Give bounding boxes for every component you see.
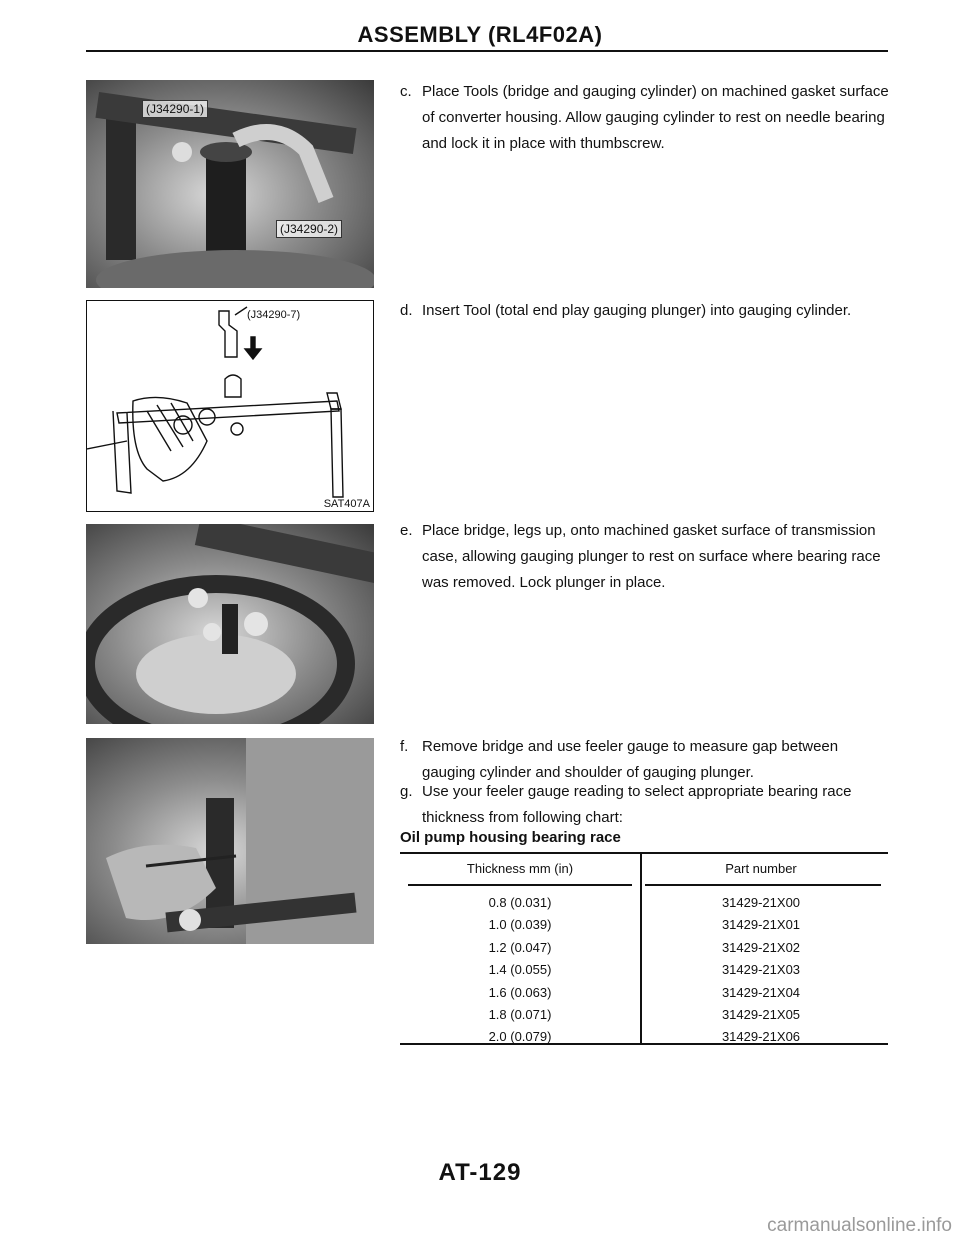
table-cell: 1.8 (0.071) [488, 1006, 552, 1022]
table-cell: 1.6 (0.063) [488, 984, 552, 1000]
table-cell: 31429-21X04 [721, 984, 801, 1000]
step-key: d. [400, 302, 413, 319]
step-key: e. [400, 522, 413, 539]
tool-label-j34290-1: (J34290-1) [142, 100, 208, 118]
step-text: Use your feeler gauge reading to select appropriate bearing race thickness from following chart: [422, 783, 852, 826]
photo-feeler-gauge [86, 738, 374, 944]
step-key: f. [400, 738, 409, 755]
table-top-rule [400, 852, 888, 854]
page-header: ASSEMBLY (RL4F02A) [357, 22, 603, 47]
step-key: c. [400, 83, 412, 100]
step-text: Insert Tool (total end play gauging plunger) into gauging cylinder. [422, 302, 852, 319]
table-header-rule-right [645, 884, 881, 886]
column-header-part-number: Part number [725, 861, 797, 876]
step-d [400, 298, 890, 324]
step-e [400, 518, 890, 596]
illustration-gauging-plunger [86, 300, 374, 512]
tool-label-j34290-2: (J34290-2) [276, 220, 342, 238]
table-cell: 0.8 (0.031) [488, 895, 552, 910]
step-text: Place bridge, legs up, onto machined gasket surface of transmission case, allowing gauging plunger to rest on surface where bearing race was removed. Lock plunger in place. [422, 522, 881, 591]
step-c [400, 79, 890, 157]
table-cell: 31429-21X02 [721, 939, 801, 955]
tool-label-j34290-7: (J34290-7) [247, 309, 301, 321]
thickness-column [400, 892, 640, 1049]
watermark: carmanualsonline.info [767, 1215, 952, 1236]
table-cell: 1.4 (0.055) [488, 962, 552, 978]
step-g [400, 779, 890, 831]
step-text: Place Tools (bridge and gauging cylinder) on machined gasket surface of converter housing. Allow gauging cylinder to rest on needle bearing and lock it in place with thumbscrew. [422, 83, 889, 152]
page-number: AT-129 [438, 1159, 522, 1186]
table-cell: 2.0 (0.079) [488, 1029, 552, 1045]
column-header-thickness: Thickness mm (in) [466, 861, 574, 876]
step-text: Remove bridge and use feeler gauge to measure gap between gauging cylinder and shoulder of gauging plunger. [422, 738, 839, 781]
step-key: g. [400, 783, 413, 800]
table-header-rule-left [408, 884, 632, 886]
table-cell: 31429-21X06 [721, 1029, 801, 1045]
photo-bridge-on-case [86, 524, 374, 724]
table-cell: 31429-21X03 [721, 962, 801, 978]
table-cell: 1.0 (0.039) [488, 917, 552, 933]
table-cell: 1.2 (0.047) [488, 939, 552, 955]
table-cell: 31429-21X01 [721, 917, 801, 933]
table-cell: 31429-21X05 [721, 1006, 801, 1022]
table-title: Oil pump housing bearing race [400, 829, 621, 846]
plunger-bridge-drawing [87, 301, 372, 510]
header-rule [86, 50, 888, 52]
part-number-column [641, 892, 881, 1049]
figure-code: SAT407A [323, 498, 370, 510]
photo-gauging-cylinder [86, 80, 374, 288]
table-cell: 31429-21X00 [721, 895, 801, 910]
